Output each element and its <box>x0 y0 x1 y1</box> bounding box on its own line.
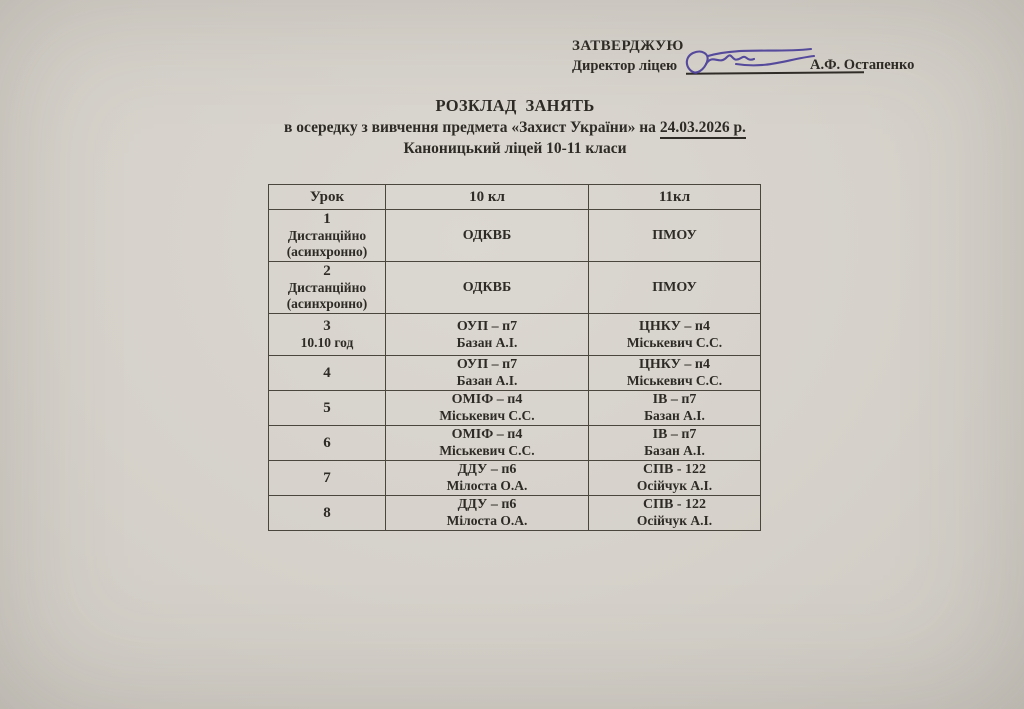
cell-grade10 <box>386 210 589 262</box>
cell-lesson <box>269 461 386 496</box>
director-label: Директор ліцею <box>572 58 678 74</box>
cell-line: 7 <box>323 469 331 486</box>
cell-lesson <box>269 426 386 461</box>
cell-line: ДДУ – п6 <box>457 497 517 512</box>
cell-line: ЦНКУ – п4 <box>639 318 710 334</box>
cell-line: 2 <box>323 263 331 279</box>
cell-line: 3 <box>323 318 331 334</box>
cell-line: 4 <box>323 364 331 381</box>
approval-stamp-label: ЗАТВЕРДЖУЮ <box>572 38 684 54</box>
cell-lesson <box>269 210 386 262</box>
cell-line: 8 <box>323 504 331 521</box>
cell-line: ОМІФ – п4 <box>451 427 523 442</box>
table-row <box>269 496 761 531</box>
cell-line: Осійчук А.І. <box>636 478 713 493</box>
cell-line: ДДУ – п6 <box>457 462 517 477</box>
header-grade11: 11кл <box>589 185 761 210</box>
director-name: А.Ф. Остапенко <box>810 57 915 73</box>
cell-grade11 <box>589 461 761 496</box>
cell-lesson <box>269 496 386 531</box>
cell-lesson <box>269 391 386 426</box>
school-line: Каноницький ліцей 10-11 класи <box>403 140 627 157</box>
approval-block <box>572 36 684 76</box>
cell-line: ПМОУ <box>652 279 697 295</box>
cell-line: Міськевич С.С. <box>626 373 723 388</box>
title-block <box>10 96 1020 158</box>
cell-line: ОУП – п7 <box>456 357 518 372</box>
cell-grade10 <box>386 461 589 496</box>
cell-line: ІВ – п7 <box>652 427 697 442</box>
cell-line: 5 <box>323 399 331 416</box>
table-row <box>269 356 761 391</box>
cell-line: Дистанційно <box>287 228 367 243</box>
cell-grade10 <box>386 496 589 531</box>
cell-grade11 <box>589 210 761 262</box>
header-lesson: Урок <box>269 185 386 210</box>
table-row <box>269 391 761 426</box>
table-row <box>269 314 761 356</box>
cell-line: Базан А.І. <box>456 373 518 388</box>
cell-line: СПВ - 122 <box>643 497 706 512</box>
cell-line: Міськевич С.С. <box>439 408 535 423</box>
cell-grade10 <box>386 426 589 461</box>
cell-line: Базан А.І. <box>644 443 705 458</box>
cell-line: ПМОУ <box>652 227 697 243</box>
cell-line: Осійчук А.І. <box>636 513 713 528</box>
subtitle-text: в осередку з вивчення предмета «Захист України» на <box>284 119 660 136</box>
schedule-date: 24.03.2026 р. <box>660 119 746 139</box>
cell-line: СПВ - 122 <box>643 462 706 477</box>
cell-grade10 <box>386 356 589 391</box>
cell-line: Дистанційно <box>287 280 367 295</box>
cell-line: 1 <box>323 211 331 227</box>
cell-grade10 <box>386 314 589 356</box>
table-row <box>269 461 761 496</box>
table-row <box>269 210 761 262</box>
cell-line: Базан А.І. <box>456 334 518 350</box>
cell-line: Мілоста О.А. <box>446 478 528 493</box>
cell-grade10 <box>386 262 589 314</box>
cell-grade11 <box>589 391 761 426</box>
document-subtitle <box>10 119 1020 137</box>
cell-lesson <box>269 262 386 314</box>
cell-grade11 <box>589 262 761 314</box>
table-header-row <box>269 185 761 210</box>
cell-line: 10.10 год <box>300 335 354 350</box>
cell-line: Міськевич С.С. <box>439 443 535 458</box>
cell-line: ОУП – п7 <box>456 318 518 334</box>
cell-line: Міськевич С.С. <box>626 334 723 350</box>
document-title: РОЗКЛАД ЗАНЯТЬ <box>435 96 595 115</box>
cell-lesson <box>269 356 386 391</box>
schedule-table-body <box>269 210 761 531</box>
cell-grade11 <box>589 426 761 461</box>
cell-grade11 <box>589 496 761 531</box>
cell-line: ІВ – п7 <box>652 392 697 407</box>
cell-line: (асинхронно) <box>286 244 368 259</box>
table-row <box>269 426 761 461</box>
header-grade10: 10 кл <box>386 185 589 210</box>
schedule-table <box>268 184 761 531</box>
cell-line: 6 <box>323 434 331 451</box>
table-row <box>269 262 761 314</box>
cell-lesson <box>269 314 386 356</box>
cell-line: Мілоста О.А. <box>446 513 528 528</box>
cell-grade10 <box>386 391 589 426</box>
cell-grade11 <box>589 314 761 356</box>
cell-line: Базан А.І. <box>644 408 705 423</box>
cell-line: ЦНКУ – п4 <box>639 357 710 372</box>
cell-line: ОМІФ – п4 <box>451 392 523 407</box>
cell-line: (асинхронно) <box>286 296 368 311</box>
cell-line: ОДКВБ <box>462 279 512 295</box>
cell-grade11 <box>589 356 761 391</box>
cell-line: ОДКВБ <box>462 227 512 243</box>
